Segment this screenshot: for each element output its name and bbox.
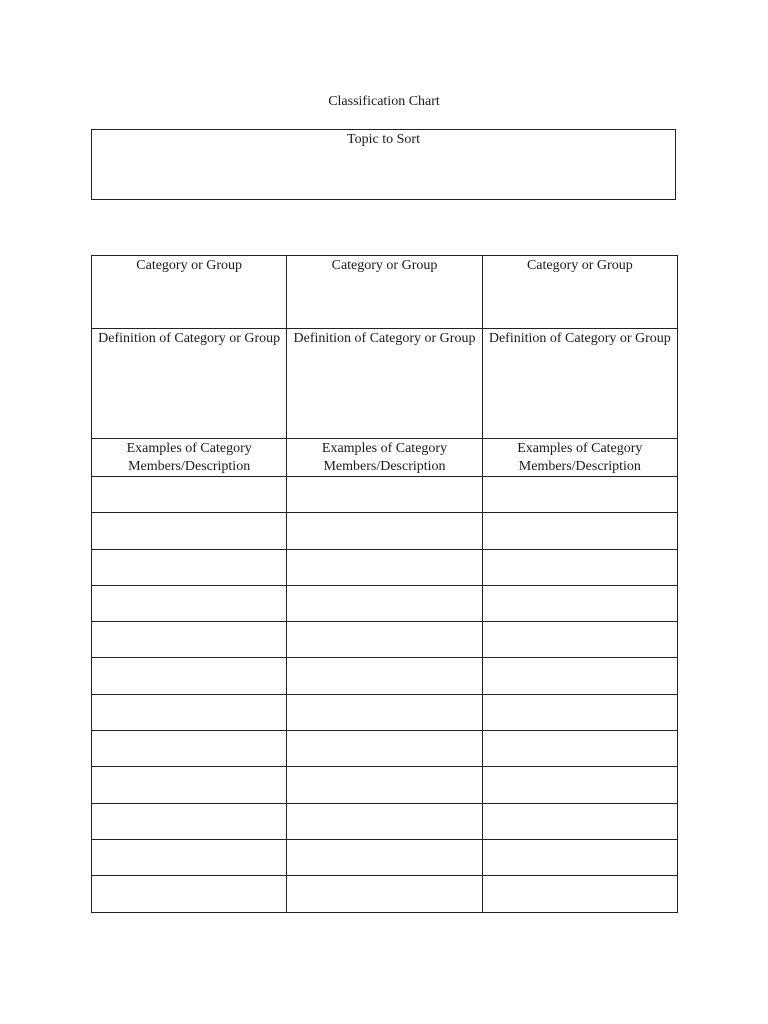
blank-cell <box>92 658 287 694</box>
blank-cell <box>482 731 677 767</box>
classification-table <box>91 255 678 913</box>
blank-cell <box>482 658 677 694</box>
blank-row <box>92 477 678 513</box>
blank-row <box>92 658 678 694</box>
blank-cell <box>92 585 287 621</box>
definition-cell: Definition of Category or Group <box>482 329 677 439</box>
blank-cell <box>92 731 287 767</box>
blank-cell <box>482 549 677 585</box>
blank-cell <box>287 658 482 694</box>
topic-label: Topic to Sort <box>347 132 420 147</box>
blank-cell <box>287 803 482 839</box>
blank-cell <box>482 622 677 658</box>
blank-row <box>92 876 678 912</box>
category-cell: Category or Group <box>92 256 287 329</box>
blank-cell <box>92 839 287 875</box>
examples-cell: Examples of Category Members/Description <box>92 439 287 477</box>
blank-row <box>92 622 678 658</box>
examples-row <box>92 439 678 477</box>
topic-box <box>91 129 676 200</box>
blank-cell <box>482 694 677 730</box>
blank-cell <box>92 767 287 803</box>
blank-row <box>92 549 678 585</box>
blank-cell <box>92 622 287 658</box>
blank-cell <box>482 477 677 513</box>
blank-cell <box>287 694 482 730</box>
blank-cell <box>92 513 287 549</box>
definition-cell: Definition of Category or Group <box>287 329 482 439</box>
examples-cell: Examples of Category Members/Description <box>482 439 677 477</box>
blank-cell <box>287 731 482 767</box>
blank-row <box>92 839 678 875</box>
blank-row <box>92 694 678 730</box>
blank-cell <box>287 876 482 912</box>
blank-cell <box>92 876 287 912</box>
blank-cell <box>92 803 287 839</box>
page-title: Classification Chart <box>328 94 440 109</box>
blank-cell <box>482 585 677 621</box>
examples-cell: Examples of Category Members/Description <box>287 439 482 477</box>
blank-row <box>92 585 678 621</box>
blank-cell <box>482 803 677 839</box>
blank-cell <box>287 513 482 549</box>
blank-row <box>92 731 678 767</box>
definition-row <box>92 329 678 439</box>
blank-cell <box>287 549 482 585</box>
blank-cell <box>287 477 482 513</box>
blank-cell <box>287 767 482 803</box>
blank-cell <box>92 477 287 513</box>
blank-cell <box>92 694 287 730</box>
definition-cell: Definition of Category or Group <box>92 329 287 439</box>
blank-cell <box>482 513 677 549</box>
blank-row <box>92 767 678 803</box>
category-row <box>92 256 678 329</box>
blank-cell <box>482 767 677 803</box>
blank-cell <box>482 876 677 912</box>
blank-cell <box>482 839 677 875</box>
blank-cell <box>287 622 482 658</box>
category-cell: Category or Group <box>287 256 482 329</box>
blank-cell <box>92 549 287 585</box>
blank-row <box>92 513 678 549</box>
blank-cell <box>287 585 482 621</box>
blank-cell <box>287 839 482 875</box>
blank-row <box>92 803 678 839</box>
category-cell: Category or Group <box>482 256 677 329</box>
